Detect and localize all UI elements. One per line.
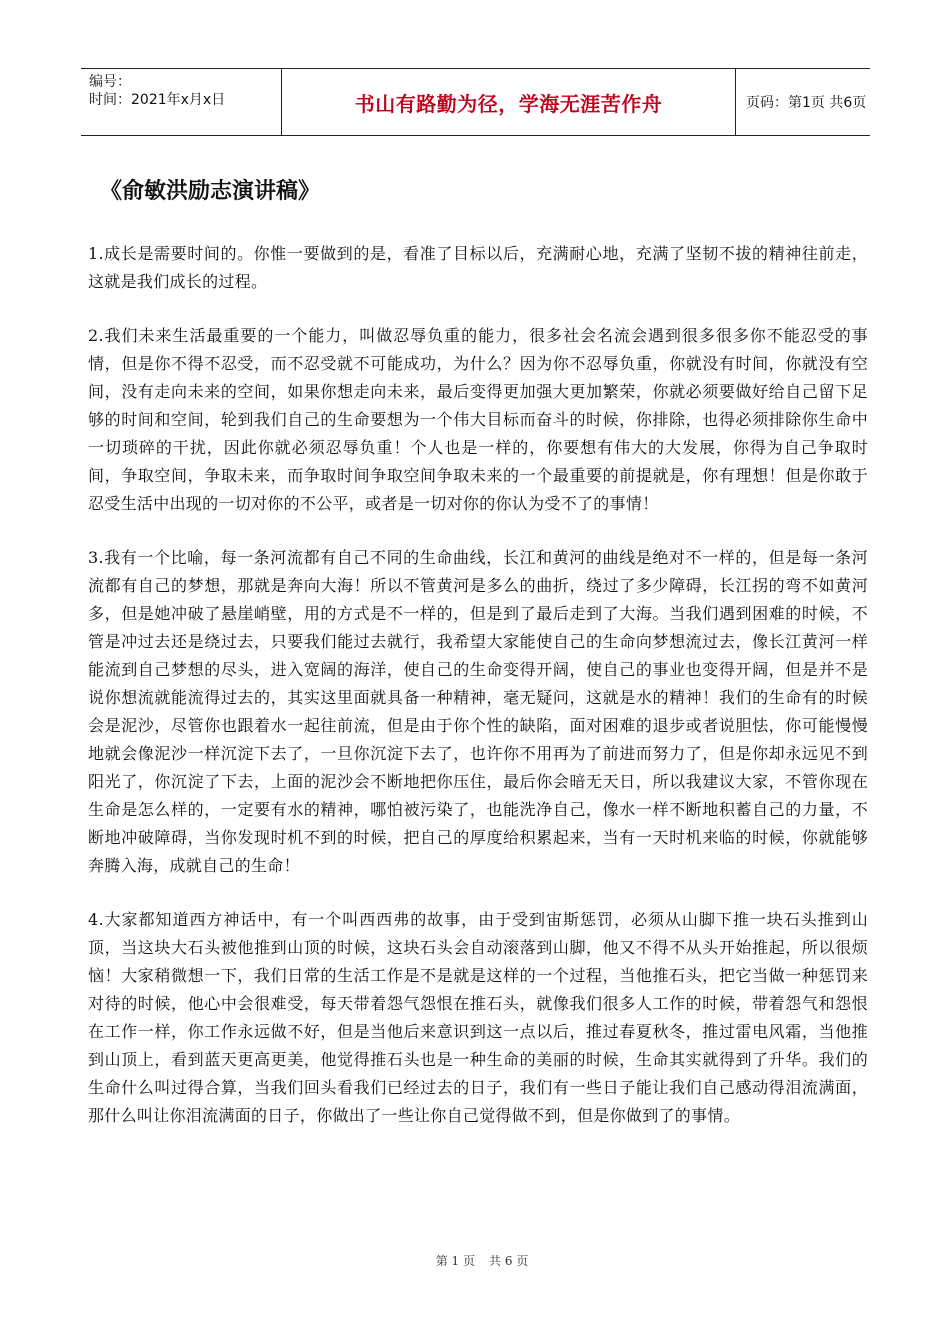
paragraph-4: 4.大家都知道西方神话中，有一个叫西西弗的故事，由于受到宙斯惩罚，必须从山脚下推一块石头推到山顶，当这块大石头被他推到山顶的时候，这块石头会自动滚落到山脚，他又不得不从头开始推起，所以很烦恼！大家稍微想一下，我们日常的生活工作是不是就是这样的一个过程，当他推石头，把它当做一种惩罚来对待的时候，他心中会很难受，每天带着怨气怨恨在推石头，就像我们很多人工作的时候，带着怨气和怨恨在工作一样，你工作永远做不好，但是当他后来意识到这一点以后，推过春夏秋冬，推过雷电风霜，当他推到山顶上，看到蓝天更高更美，他觉得推石头也是一种生命的美丽的时候，生命其实就得到了升华。我们的生命什么叫过得合算，当我们回头看我们已经过去的日子，我们有一些日子能让我们自己感动得泪流满面，那什么叫让你泪流满面的日子，你做出了一些让你自己觉得做不到，但是你做到了的事情。 <box>88 910 868 1125</box>
paragraph-3: 3.我有一个比喻，每一条河流都有自己不同的生命曲线，长江和黄河的曲线是绝对不一样的，但是每一条河流都有自己的梦想，那就是奔向大海！所以不管黄河是多么的曲折，绕过了多少障碍，长江拐的弯不如黄河多，但是她冲破了悬崖峭壁，用的方式是不一样的，但是到了最后走到了大海。当我们遇到困难的时候，不管是冲过去还是绕过去，只要我们能过去就行，我希望大家能使自己的生命向梦想流过去，像长江黄河一样能流到自己梦想的尽头，进入宽阔的海洋，使自己的生命变得开阔，使自己的事业也变得开阔，但是并不是说你想流就能流得过去的，其实这里面就具备一种精神，毫无疑问，这就是水的精神！我们的生命有的时候会是泥沙，尽管你也跟着水一起往前流，但是由于你个性的缺陷，面对困难的退步或者说胆怯，你可能慢慢地就会像泥沙一样沉淀下去了，一旦你沉淀下去了，也许你不用再为了前进而努力了，但是你却永远见不到阳光了，你沉淀了下去，上面的泥沙会不断地把你压住，最后你会暗无天日，所以我建议大家，不管你现在生命是怎么样的，一定要有水的精神，哪怕被污染了，也能洗净自己，像水一样不断地积蓄自己的力量，不断地冲破障碍，当你发现时机不到的时候，把自己的厚度给积累起来，当有一天时机来临的时候，你就能够奔腾入海，成就自己的生命！ <box>88 548 868 875</box>
document-date: 时间：2021年x月x日 <box>89 92 226 108</box>
footer-total-pages: 共 6 页 <box>489 1254 529 1268</box>
document-body <box>88 240 868 1156</box>
page-footer <box>0 1252 950 1269</box>
document-title: 《俞敏洪励志演讲稿》 <box>100 179 321 204</box>
header-motto: 书山有路勤为径，学海无涯苦作舟 <box>354 91 663 116</box>
paragraph-1: 1.成长是需要时间的。你惟一要做到的是，看准了目标以后，充满耐心地，充满了坚韧不拔的精神往前走，这就是我们成长的过程。 <box>88 244 868 291</box>
document-header <box>81 68 870 136</box>
header-page-number: 页码：第1页 共6页 <box>746 95 867 111</box>
header-page-cell <box>736 69 870 135</box>
paragraph-2: 2.我们未来生活最重要的一个能力，叫做忍辱负重的能力，很多社会名流会遇到很多很多你不能忍受的事情，但是你不得不忍受，而不忍受就不可能成功，为什么？因为你不忍辱负重，你就没有时间，你就没有空间，没有走向未来的空间，如果你想走向未来，最后变得更加强大更加繁荣，你就必须要做好给自己留下足够的时间和空间，轮到我们自己的生命要想为一个伟大目标而奋斗的时候，你排除，也得必须排除你生命中一切琐碎的干扰，因此你就必须忍辱负重！个人也是一样的，你要想有伟大的大发展，你得为自己争取时间，争取空间，争取未来，而争取时间争取空间争取未来的一个最重要的前提就是，你有理想！但是你敢于忍受生活中出现的一切对你的不公平，或者是一切对你的你认为受不了的事情！ <box>88 326 868 513</box>
document-number: 编号： <box>89 74 131 90</box>
footer-page-number: 第 1 页 <box>435 1254 475 1268</box>
header-motto-cell <box>281 69 736 135</box>
header-meta <box>81 69 281 135</box>
